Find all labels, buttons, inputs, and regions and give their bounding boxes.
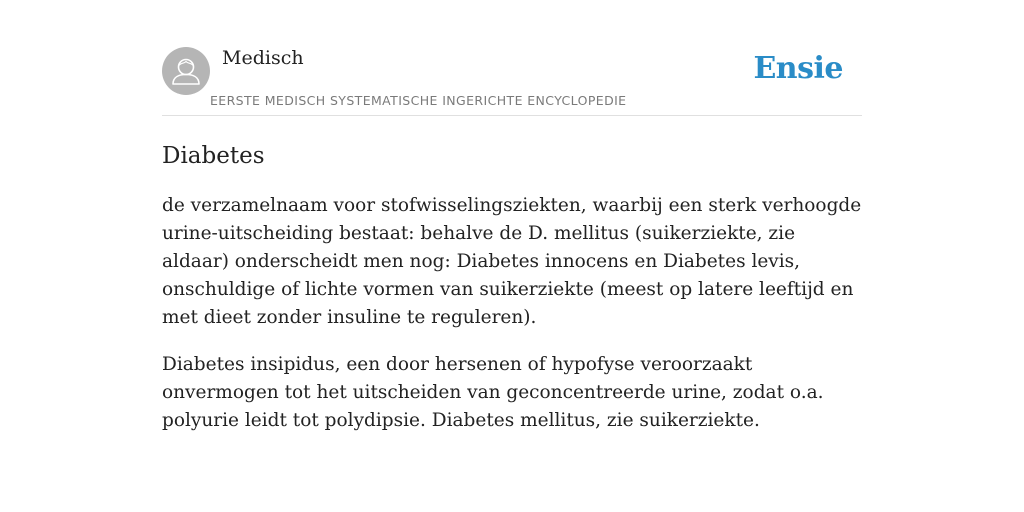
page — [162, 0, 862, 435]
source-name-link[interactable]: Medisch — [222, 47, 304, 69]
article-paragraph-1: de verzamelnaam voor stofwisselingsziekten, waarbij een sterk verhoogde urine-uitscheiding bestaat: behalve de D. mellitus (suikerziekte, zie aldaar) onderscheidt men nog: Diabetes innocens en Diabetes levis, onschuldige of lichte vormen van suikerziekte (meest op latere leeftijd en met dieet zonder insuline te reguleren). — [162, 195, 862, 328]
brand-logo-link[interactable]: Ensie — [753, 51, 843, 86]
article — [162, 141, 862, 435]
source-header — [162, 0, 862, 116]
user-icon[interactable] — [162, 47, 210, 95]
article-title: Diabetes — [162, 143, 265, 169]
article-paragraph-2: Diabetes insipidus, een door hersenen of hypofyse veroorzaakt onvermogen tot het uitscheiden van geconcentreerde urine, zodat o.a. polyurie leidt tot polydipsie. Diabetes mellitus, zie suikerziekte. — [162, 354, 824, 431]
source-subtitle: EERSTE MEDISCH SYSTEMATISCHE INGERICHTE ENCYCLOPEDIE — [210, 93, 627, 108]
